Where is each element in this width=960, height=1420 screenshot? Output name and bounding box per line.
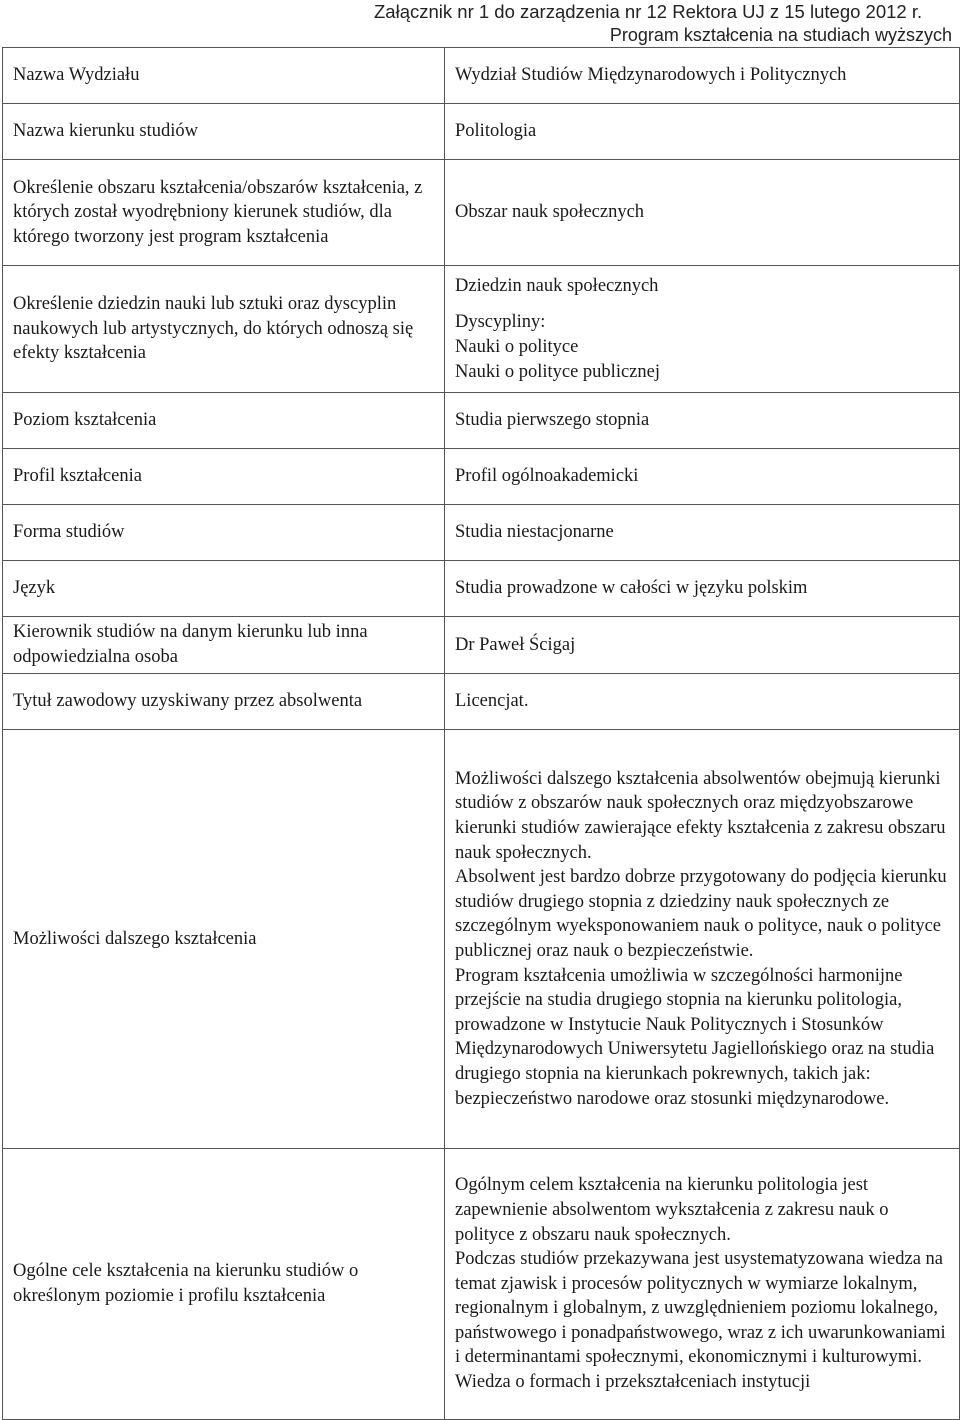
value-profil: Profil ogólnoakademicki <box>445 449 960 505</box>
annex-header: Załącznik nr 1 do zarządzenia nr 12 Rektora UJ z 15 lutego 2012 r. <box>374 1 923 22</box>
value-dziedzina-line3: Nauki o polityce <box>455 337 579 357</box>
cele-paragraph-1: Ogólnym celem kształcenia na kierunku politologia jest zapewnienie absolwentom wykształcenia z zakresu nauk o polityce z obszaru nauk społecznych. <box>455 1175 889 1245</box>
row-kierunek <box>3 104 960 160</box>
label-mozliwosci: Możliwości dalszego kształcenia <box>3 730 445 1149</box>
row-obszar <box>3 160 960 266</box>
row-tytul <box>3 674 960 730</box>
label-profil: Profil kształcenia <box>3 449 445 505</box>
mozliwosci-paragraph-2: Absolwent jest bardzo dobrze przygotowany do podjęcia kierunku studiów drugiego stopnia z dziedziny nauk społecznych ze szczególnym wyeksponowaniem nauk o polityce, nauk o polityce publicznej oraz nauk o bezpieczeństwie. <box>455 867 947 961</box>
row-cele <box>3 1149 960 1420</box>
cele-paragraph-3: Wiedza o formach i przekształceniach instytucji <box>455 1372 811 1393</box>
value-dziedzina-line1: Dziedzin nauk społecznych <box>455 275 659 296</box>
label-wydzial: Nazwa Wydziału <box>3 48 445 104</box>
value-obszar: Obszar nauk społecznych <box>445 160 960 266</box>
row-wydzial <box>3 48 960 104</box>
value-wydzial: Wydział Studiów Międzynarodowych i Politycznych <box>445 48 960 104</box>
value-mozliwosci <box>445 730 960 1149</box>
value-kierownik: Dr Paweł Ścigaj <box>445 617 960 674</box>
label-dziedzina: Określenie dziedzin nauki lub sztuki oraz dyscyplin naukowych lub artystycznych, do których odnoszą się efekty kształcenia <box>3 266 445 393</box>
label-obszar: Określenie obszaru kształcenia/obszarów kształcenia, z których został wyodrębniony kierunek studiów, dla którego tworzony jest program kształcenia <box>3 160 445 266</box>
row-mozliwosci <box>3 730 960 1149</box>
row-dziedzina <box>3 266 960 393</box>
value-dziedzina <box>445 266 960 393</box>
label-cele: Ogólne cele kształcenia na kierunku studiów o określonym poziomie i profilu kształcenia <box>3 1149 445 1420</box>
label-tytul: Tytuł zawodowy uzyskiwany przez absolwenta <box>3 674 445 730</box>
value-forma: Studia niestacjonarne <box>445 505 960 561</box>
program-header: Program kształcenia na studiach wyższych <box>609 25 952 45</box>
label-forma: Forma studiów <box>3 505 445 561</box>
value-jezyk: Studia prowadzone w całości w języku polskim <box>445 561 960 617</box>
row-kierownik <box>3 617 960 674</box>
row-jezyk <box>3 561 960 617</box>
value-dziedzina-line4: Nauki o polityce publicznej <box>455 361 660 382</box>
value-tytul: Licencjat. <box>445 674 960 730</box>
program-table <box>2 47 960 1420</box>
cele-paragraph-2: Podczas studiów przekazywana jest usystematyzowana wiedza na temat zjawisk i procesów politycznych w wymiarze lokalnym, regionalnym i globalnym, z uwzględnieniem poziomu lokalnego, państwowego i ponadpaństwowego, wraz z ich uwarunkowaniami i determinantami społecznymi, ekonomicznymi i kulturowymi. <box>455 1249 946 1368</box>
row-profil <box>3 449 960 505</box>
value-cele <box>445 1149 960 1420</box>
label-kierownik: Kierownik studiów na danym kierunku lub inna odpowiedzialna osoba <box>3 617 445 674</box>
row-poziom <box>3 393 960 449</box>
label-poziom: Poziom kształcenia <box>3 393 445 449</box>
row-forma <box>3 505 960 561</box>
mozliwosci-paragraph-3: Program kształcenia umożliwia w szczególności harmonijne przejście na studia drugiego stopnia na kierunku politologia, prowadzone w Instytucie Nauk Politycznych i Stosunków Międzynarodowych Uniwersytetu Jagiellońskiego oraz na studia drugiego stopnia na kierunkach pokrewnych, takich jak: bezpieczeństwo narodowe oraz stosunki międzynarodowe. <box>455 965 935 1109</box>
label-kierunek: Nazwa kierunku studiów <box>3 104 445 160</box>
value-dziedzina-line2: Dyscypliny: <box>455 312 546 333</box>
value-kierunek: Politologia <box>445 104 960 160</box>
value-poziom: Studia pierwszego stopnia <box>445 393 960 449</box>
mozliwosci-paragraph-1: Możliwości dalszego kształcenia absolwentów obejmują kierunki studiów z obszarów nauk społecznych oraz międzyobszarowe kierunki studiów zawierające efekty kształcenia z zakresu obszaru nauk społecznych. <box>455 768 946 863</box>
label-jezyk: Język <box>3 561 445 617</box>
